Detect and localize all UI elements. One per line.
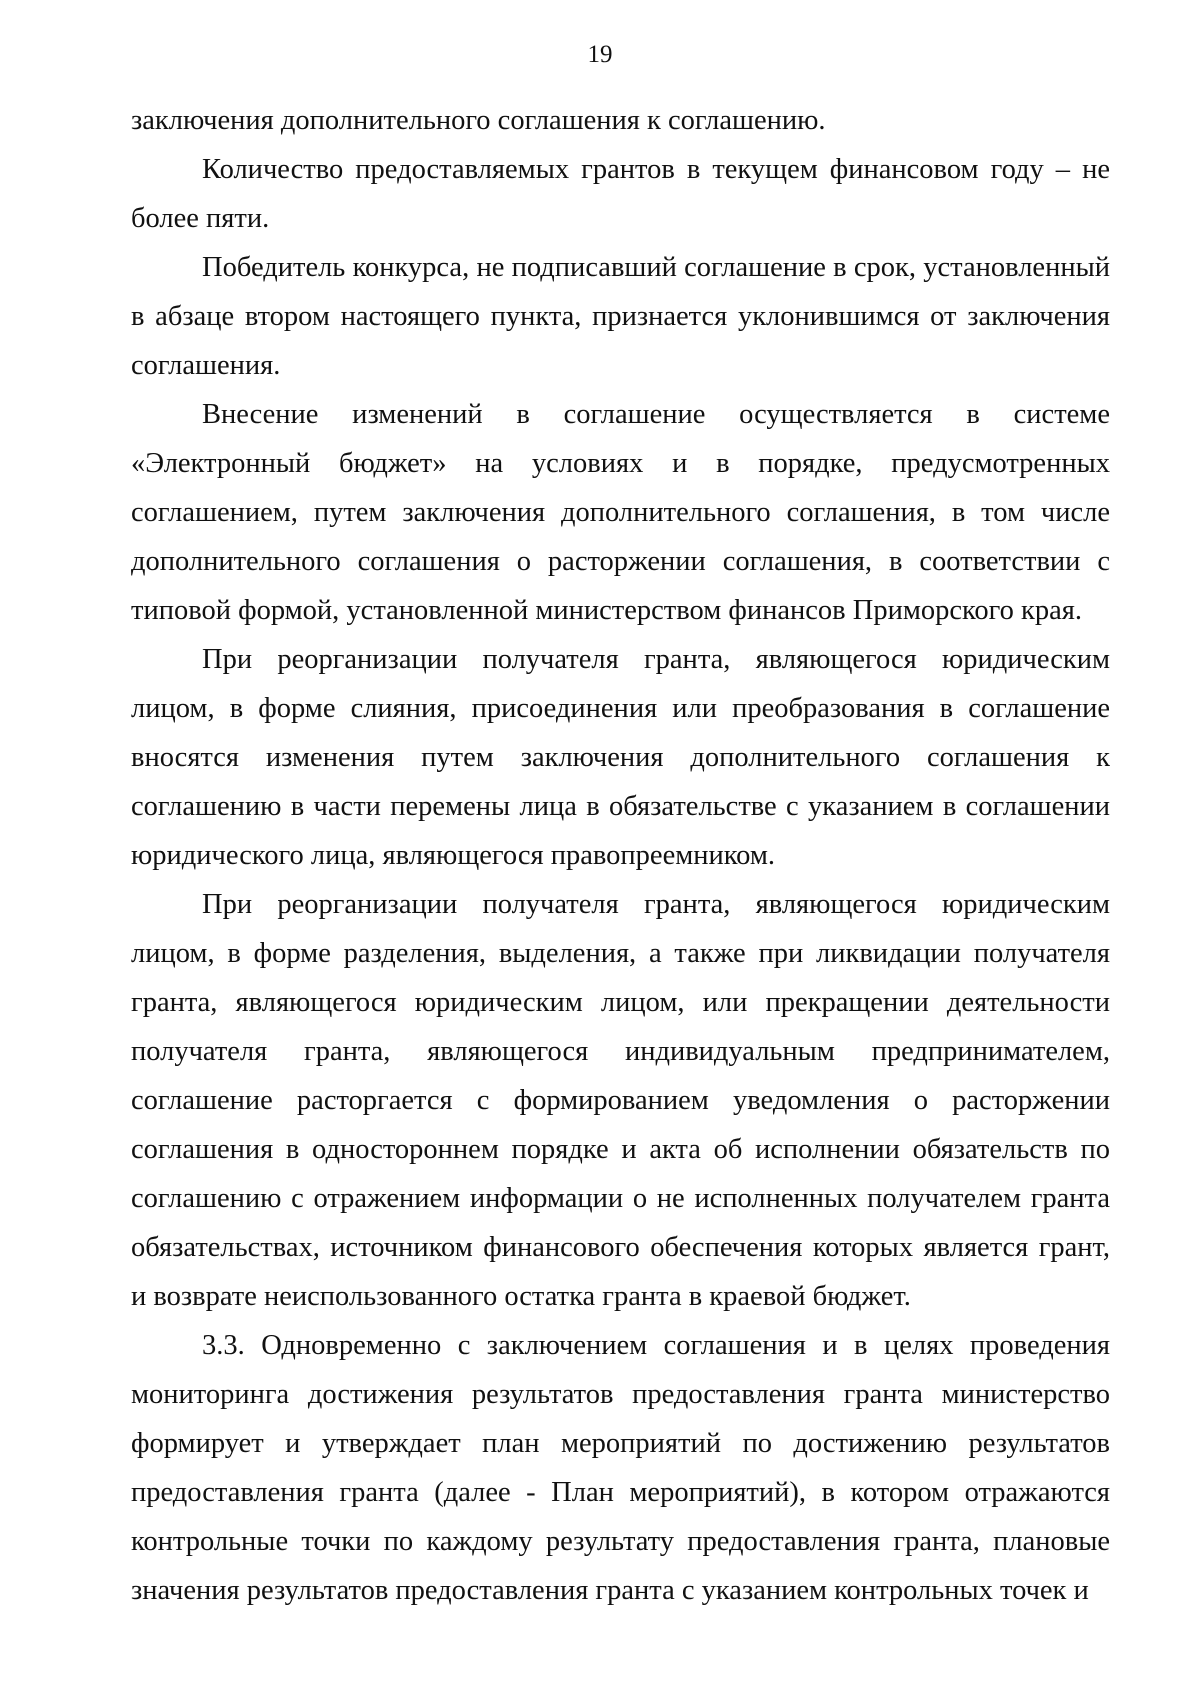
paragraph: При реорганизации получателя гранта, являющегося юридическим лицом, в форме разделения, выделения, а также при ликвидации получателя гранта, являющегося юридическим лицом, или прекращении деятельности получателя гранта, являющегося индивидуальным предпринимателем, соглашение расторгается с формированием уведомления о расторжении соглашения в одностороннем порядке и акта об исполнении обязательств по соглашению с отражением информации о не исполненных получателем гранта обязательствах, источником финансового обеспечения которых является грант, и возврате неиспользованного остатка гранта в краевой бюджет. xyxy=(131,889,1110,1312)
paragraph: Победитель конкурса, не подписавший соглашение в срок, установленный в абзаце втором настоящего пункта, признается уклонившимся от заключения соглашения. xyxy=(131,252,1110,381)
paragraph: Количество предоставляемых грантов в текущем финансовом году – не более пяти. xyxy=(131,154,1110,234)
paragraph: заключения дополнительного соглашения к соглашению. xyxy=(131,105,826,136)
paragraph: 3.3. Одновременно с заключением соглашения и в целях проведения мониторинга достижения результатов предоставления гранта министерство формирует и утверждает план мероприятий по достижению результатов предоставления гранта (далее - План мероприятий), в котором отражаются контрольные точки по каждому результату предоставления гранта, плановые значения результатов предоставления гранта с указанием контрольных точек и xyxy=(131,1330,1110,1606)
document-body xyxy=(131,96,1110,1615)
paragraph: Внесение изменений в соглашение осуществляется в системе «Электронный бюджет» на условиях и в порядке, предусмотренных соглашением, путем заключения дополнительного соглашения, в том числе дополнительного соглашения о расторжении соглашения, в соответствии с типовой формой, установленной министерством финансов Приморского края. xyxy=(131,399,1110,626)
page-number: 19 xyxy=(587,41,613,68)
paragraph: При реорганизации получателя гранта, являющегося юридическим лицом, в форме слияния, присоединения или преобразования в соглашение вносятся изменения путем заключения дополнительного соглашения к соглашению в части перемены лица в обязательстве с указанием в соглашении юридического лица, являющегося правопреемником. xyxy=(131,644,1110,871)
